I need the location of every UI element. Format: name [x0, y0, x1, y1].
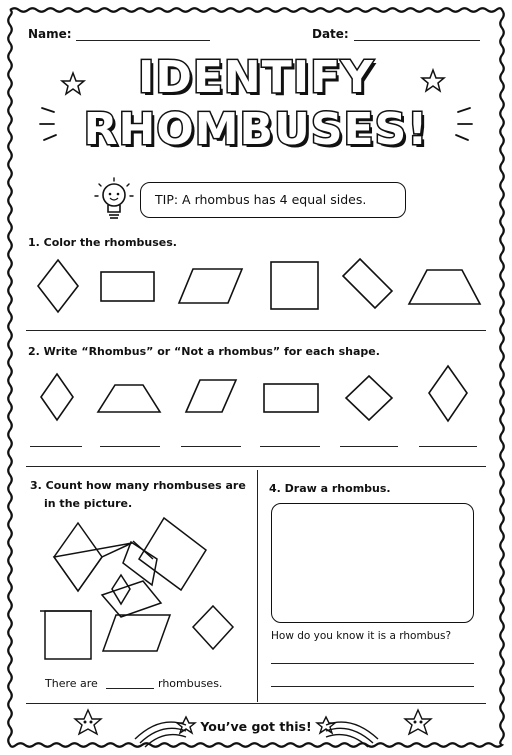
answer-line-1[interactable]	[30, 446, 82, 447]
q3-prompt-line2: in the picture.	[44, 497, 133, 510]
footer-message: You’ve got this!	[200, 719, 312, 734]
rectangle-shape	[101, 272, 154, 301]
drawing-box[interactable]	[271, 503, 474, 623]
name-label: Name:	[28, 27, 72, 41]
answer-line-5[interactable]	[340, 446, 398, 447]
rhombus-shape	[38, 260, 78, 312]
answer-line-3[interactable]	[181, 446, 241, 447]
q1-prompt: 1. Color the rhombuses.	[28, 236, 177, 249]
q4-question: How do you know it is a rhombus?	[271, 630, 452, 642]
date-label: Date:	[312, 27, 349, 41]
q2-shapes	[0, 372, 512, 432]
page-title-line1: IDENTIFY	[137, 52, 375, 103]
q4-prompt: 4. Draw a rhombus.	[269, 482, 391, 495]
title-decorations	[0, 0, 512, 180]
parallelogram-shape	[179, 269, 242, 303]
lightbulb-icon	[94, 178, 134, 224]
square-shape	[271, 262, 318, 309]
rhombus-shape	[429, 366, 467, 421]
rectangle-shape	[264, 384, 318, 412]
section-divider	[26, 330, 486, 331]
q3-answer-prefix: There are	[45, 677, 98, 690]
trapezoid-shape	[98, 385, 160, 412]
answer-line-4[interactable]	[260, 446, 320, 447]
rhombus-picture	[30, 515, 260, 665]
answer-line-2[interactable]	[100, 446, 160, 447]
q3-count-field[interactable]	[106, 688, 154, 689]
q3-answer-suffix: rhombuses.	[158, 677, 223, 690]
q1-shapes	[0, 256, 512, 316]
answer-line-6[interactable]	[419, 446, 477, 447]
trapezoid-shape	[409, 270, 480, 304]
rotated-rectangle-shape	[343, 259, 392, 308]
page-title-line2: RHOMBUSES!	[83, 104, 429, 155]
square-diamond-shape	[346, 376, 392, 420]
star-icon	[62, 70, 444, 94]
q3-prompt-line1: 3. Count how many rhombuses are	[30, 479, 246, 492]
parallelogram-shape	[186, 380, 236, 412]
q4-answer-line-1[interactable]	[271, 663, 474, 664]
burst-lines-icon	[40, 108, 472, 140]
q2-prompt: 2. Write “Rhombus” or “Not a rhombus” for each shape.	[28, 345, 380, 358]
rhombus-shape	[41, 374, 73, 420]
q4-answer-line-2[interactable]	[271, 686, 474, 687]
section-divider	[26, 466, 486, 467]
tip-text: TIP: A rhombus has 4 equal sides.	[155, 192, 367, 207]
